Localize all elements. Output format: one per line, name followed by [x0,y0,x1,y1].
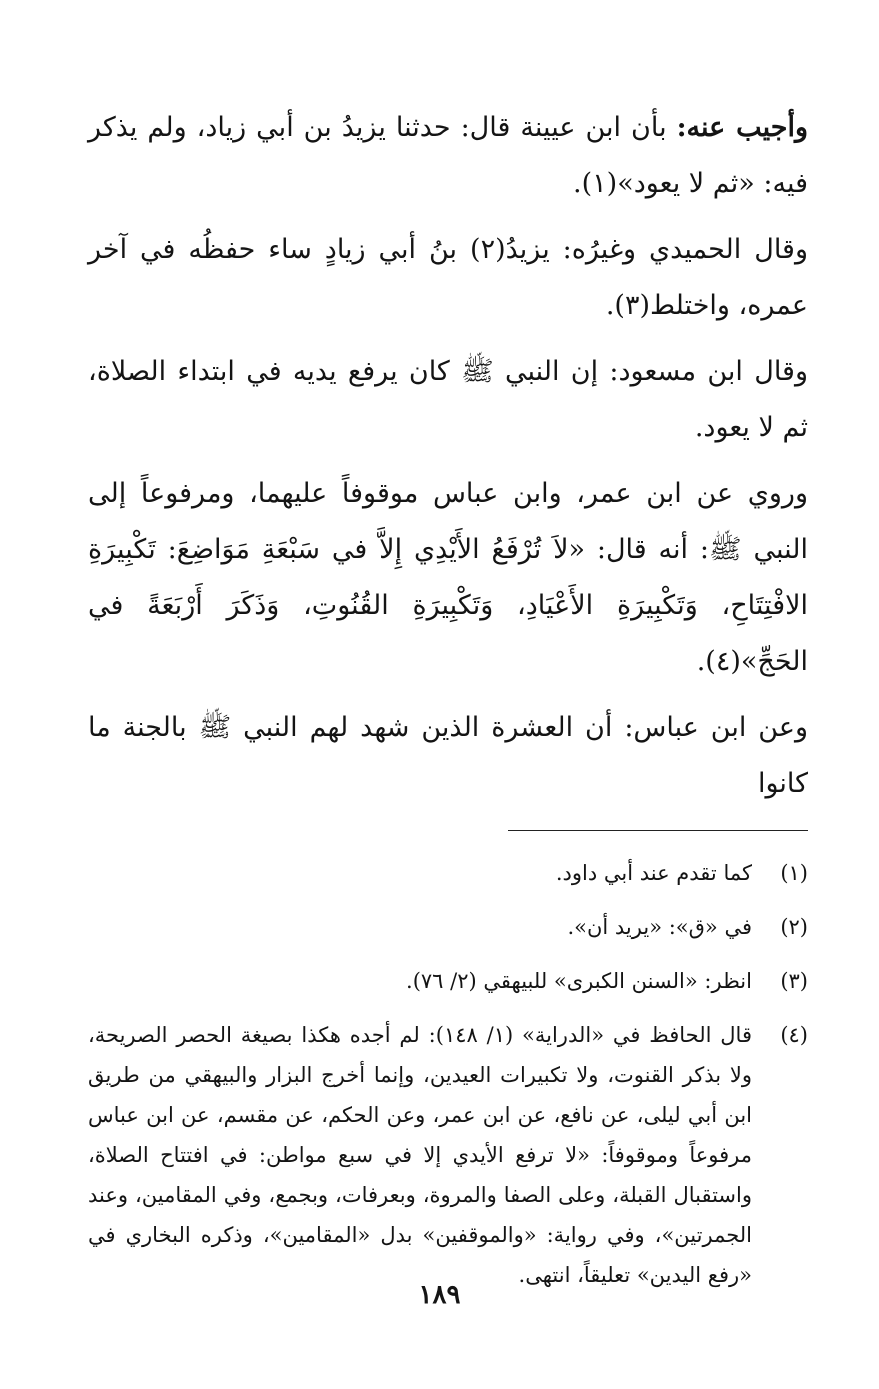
footnote-text: كما تقدم عند أبي داود. [555,861,752,885]
footnote-text: قال الحافظ في «الدراية» (١/ ١٤٨): لم أجده هكذا بصيغة الحصر الصريحة، ولا بذكر القنوت، ولا تكبيرات العيدين، وإنما أخرج البزار والبيهقي من طريق ابن أبي ليلى، عن نافع، عن ابن عمر، وعن الحكم، عن مقسم، عن ابن عباس مرفوعاً وموقوفاً: «لا ترفع الأيدي إلا في سبع مواطن: في افتتاح الصلاة، واستقبال القبلة، وعلى الصفا والمروة، وبعرفات، وبجمع، وفي المقامين، وعند الجمرتين»، وفي رواية: «والموقفين» بدل «المقامين»، وذكره البخاري في «رفع اليدين» تعليقاً، انتهى. [88,1023,752,1287]
footnote-item [88,907,808,947]
footnote-number: (٢) [780,915,808,939]
footnote-text: في «ق»: «يريد أن». [567,915,752,939]
paragraph-ibn-abbas: وعن ابن عباس: أن العشرة الذين شهد لهم النبي ﷺ بالجنة ما كانوا [88,712,808,799]
footnote-number: (٣) [780,969,808,993]
paragraph-humaydi: وقال الحميدي وغيرُه: يزيدُ(٢) بنُ أبي زيادٍ ساء حفظُه في آخر عمره، واختلط(٣). [88,234,808,321]
footnote-number: (١) [780,861,808,885]
footnote-divider [508,830,808,831]
page-number: ١٨٩ [418,1280,461,1310]
footnote-list [88,853,808,1295]
footnote-item [88,961,808,1001]
paragraph-ibn-umar: وروي عن ابن عمر، وابن عباس موقوفاً عليهما، ومرفوعاً إلى النبي ﷺ: أنه قال: «لاَ تُرْفَعُ الأَيْدِي إِلاَّ في سَبْعَةِ مَوَاضِعَ: تَكْبِيرَةِ الافْتِتَاحِ، وَتَكْبِيرَةِ الأَعْيَادِ، وَتَكْبِيرَةِ القُنُوتِ، وَذَكَرَ أَرْبَعَةً في الحَجِّ»(٤). [88,478,808,677]
paragraph-lead: وأجيب عنه: [676,112,808,143]
footnote-text: انظر: «السنن الكبرى» للبيهقي (٢/ ٧٦). [406,969,752,993]
paragraph-answer [88,100,808,212]
page-body [88,100,808,1309]
paragraph-ibn-masud: وقال ابن مسعود: إن النبي ﷺ كان يرفع يديه في ابتداء الصلاة، ثم لا يعود. [88,356,808,443]
footnote-item [88,1015,808,1295]
footnote-number: (٤) [780,1023,808,1047]
paragraph-text: بأن ابن عيينة قال: حدثنا يزيدُ بن أبي زياد، ولم يذكر فيه: «ثم لا يعود»(١). [88,112,808,199]
footnote-item [88,853,808,893]
